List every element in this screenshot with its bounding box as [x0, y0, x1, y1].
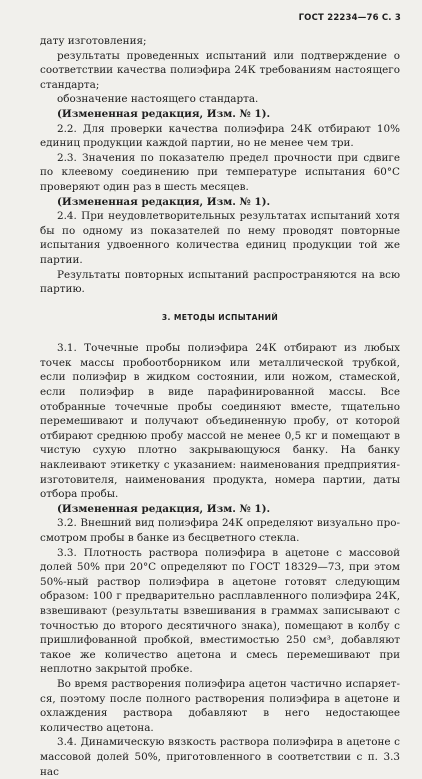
paragraph: обозначение настоящего стандарта. [57, 93, 259, 106]
paragraph: результаты проведенных испытаний или подтверждение о соответствии качества полиэфира 24К требованиям настоящего стандарта; [40, 49, 400, 91]
amendment-note: (Измененная редакция, Изм. № 1). [57, 195, 271, 208]
clause-3-2: 3.2. Внешний вид полиэфира 24К определяют визуально просмотром пробы в банке из бесцветного стекла. [40, 517, 400, 544]
amendment-note: (Измененная редакция, Изм. № 1). [57, 502, 271, 515]
clause-2-4: 2.4. При неудовлетворительных результатах испытаний хотя бы по одному из показателей по нему проводят повторные испытания удвоенного количества единиц продукции той же партии. [40, 210, 400, 266]
clause-3-1: 3.1. Точечные пробы полиэфира 24К отбирают из любых точек массы пробоотборником или металлической трубкой, если полиэфир в жидком состоянии, или ножом, стамеской, если полиэфир в виде парафинированной массы. Все отобранные точечные пробы соединяют вместе, тщательно перемешивают и получают объединенную пробу, от которой отбирают среднюю пробу массой не менее 0,5 кг и помещают в чистую сухую плотно закрывающуюся банку. На банку наклеивают этикетку с указанием: наименования предприятия-изготовителя, наименования продукта, номера партии, даты отбора пробы. [40, 342, 400, 501]
paragraph: Результаты повторных испытаний распространяются на всю партию. [40, 268, 400, 296]
amendment-note: (Измененная редакция, Изм. № 1). [57, 107, 271, 120]
page-header: ГОСТ 22234—76 С. 3 [298, 13, 401, 23]
document-body [40, 34, 400, 779]
clause-3-3: 3.3. Плотность раствора полиэфира в ацетоне с массовой долей 50% при 20°С определяют по ГОСТ 18329—73, при этом 50%-ный раствор полиэфира в ацетоне готовят следующим образом: 100 г предварительно расплавленного полиэфира 24К, взвешивают (результаты взвешивания в граммах записывают с точностью до второго десятичного знака), помещают в колбу с пришлифованной пробкой, вместимостью 250 см³, добавляют такое же количество ацетона и смесь перемешивают при неплотно закрытой пробке. [40, 546, 400, 676]
clause-2-2: 2.2. Для проверки качества полиэфира 24К отбирают 10% единиц продукции каждой партии, но не менее чем три. [40, 122, 400, 150]
paragraph: Во время растворения полиэфира ацетон частично испаряется, поэтому после полного растворения полиэфира в ацетоне и охлаждения раствора добавляют в него недостающее количество ацетона. [40, 677, 400, 734]
clause-2-3: 2.3. Значения по показателю предел прочности при сдвиге по клеевому соединению при температуре испытания 60°С проверяют один раз в шесть месяцев. [40, 151, 400, 193]
clause-3-4: 3.4. Динамическую вязкость раствора полиэфира в ацетоне с массовой долей 50%, приготовленного в соответствии с п. 3.3 нас [40, 736, 400, 778]
paragraph: дату изготовления; [40, 35, 147, 47]
section-title: 3. МЕТОДЫ ИСПЫТАНИЙ [161, 312, 279, 322]
